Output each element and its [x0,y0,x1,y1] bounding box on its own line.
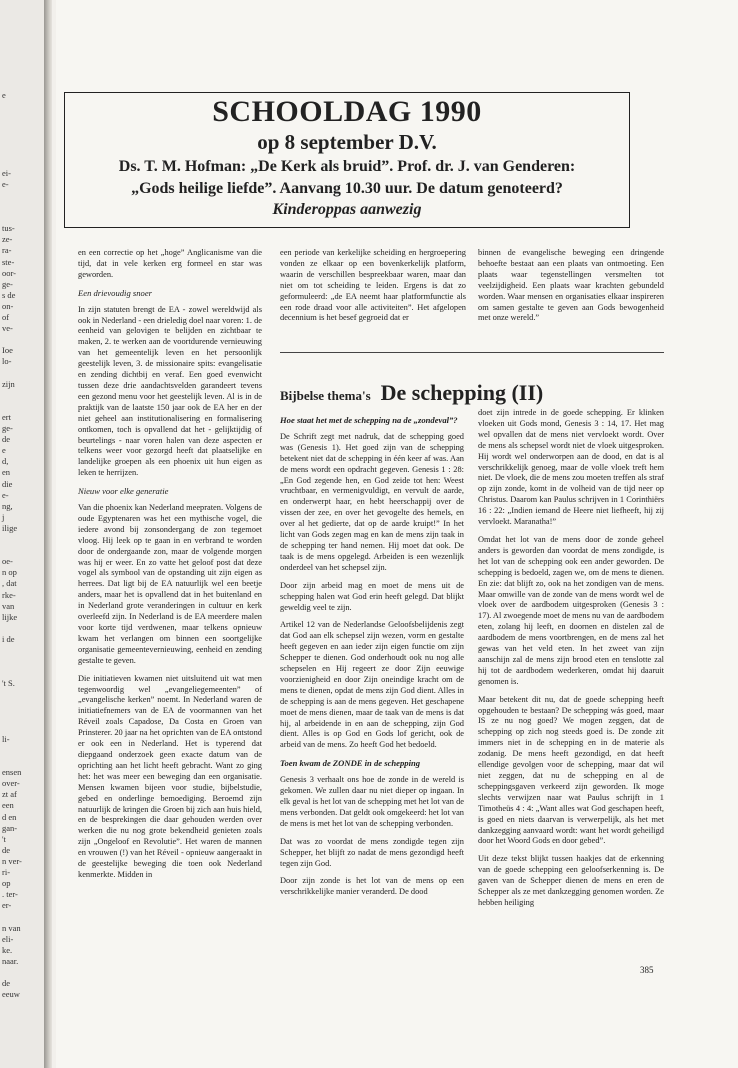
gutter-text-fragment: 't S. [2,678,15,689]
announcement-speakers-line-2: „Gods heilige liefde”. Aanvang 10.30 uur. De datum genoteerd? [131,180,563,197]
gutter-text-fragment: e- [2,178,9,189]
gutter-text-fragment: naar. [2,955,19,966]
gutter-text-fragment: eli- [2,933,14,944]
announcement-speakers-line-1: Ds. T. M. Hofman: „De Kerk als bruid”. Prof. dr. J. van Genderen: [118,158,576,175]
paragraph: Artikel 12 van de Nederlandse Geloofsbelijdenis zegt dat God aan elk schepsel zijn wezen, vorm en gestalte heeft gegeven en aan ieder zijn eigen functie om zijn Schepper te dienen. God onderhoudt ook nu nog alle schepselen en Hij regeert ze door Zijn eeuwige voorzienigheid en door Zijn oneindige kracht om de mens te dienen, opdat de mens zijn God dient. Alles in de schepping is aan de mens gegeven. Het geschapene moet de mens dienen, maar de taak van de mens is dat hij, al arbeidende in en aan de schepping, zijn God dient. Alles is op God en Gods lof gericht, ook de arbeid van de mens. Zo heeft God het bedoeld. [280,620,464,750]
section-divider [280,352,664,353]
article-column-3 [478,248,664,331]
gutter-text-fragment: zijn [2,378,15,389]
announcement-box [64,92,630,228]
previous-page-gutter [0,0,52,1068]
article-column-2 [280,248,466,331]
paragraph: Van die phoenix kan Nederland meepraten. Volgens de oude Egyptenaren was het een mythische vogel, die iedere avond bij zonsondergang de zon tegemoet vloog. Hij leek op te gaan in en verbrand te worden door de ondergaande zon, maar de volgende morgen was hij er weer. En zo vatte het geloof post dat deze vogel als symbool van de opstanding uit zijn eigen as herrees. Dat ligt bij de EA natuurlijk wel een beetje anders, maar het is opvallend dat in het buitenland en in Nederland grote veranderingen in cultuur en kerk overleefd zijn. In Nederland is de EA meerdere malen voor korte tijd verdwenen, maar telkens opnieuw kwam het verlangen om binnen een soortgelijke organisatie gemeentevernieuwing, eenheid en zending gestalte te geven. [78,503,262,665]
gutter-text-fragment: de [2,844,11,855]
gutter-text-fragment: ge- [2,278,13,289]
gutter-text-fragment: ng, [2,500,13,511]
gutter-text-fragment: Ioe [2,345,13,356]
gutter-text-fragment: eeuw [2,989,20,1000]
gutter-text-fragment: er- [2,900,12,911]
gutter-text-fragment: n van [2,922,21,933]
gutter-text-fragment: lijke [2,611,18,622]
gutter-text-fragment: de [2,434,11,445]
gutter-text-fragment: lo- [2,356,12,367]
gutter-text-fragment: on- [2,300,14,311]
gutter-text-fragment: op [2,878,11,889]
gutter-text-fragment: van [2,600,15,611]
section-title: De schepping (II) [380,380,544,405]
gutter-text-fragment: e [2,90,6,100]
gutter-text-fragment: ve- [2,323,13,334]
gutter-text-fragment: i de [2,633,15,644]
gutter-text-fragment: e- [2,489,9,500]
paragraph: Door zijn zonde is het lot van de mens op een verschrikkelijke manier veranderd. De dood [280,876,464,897]
paragraph: binnen de evangelische beweging een dringende behoefte bestaat aan een plaats van ontmoeting. Een plaats waar tegenstellingen versmelten tot veelzijdigheid. Een plaats waar krachten gebundeld worden. Waar mensen en organisaties elkaar inspireren om samen gestalte te geven aan Gods bewogenheid met onze wereld.” [478,248,664,323]
gutter-text-fragment: 't [2,833,6,844]
gutter-text-fragment: d en [2,811,17,822]
paragraph: Maar betekent dit nu, dat de goede schepping heeft opgehouden te bestaan? De schepping wás goed, maar IS ze nu nog goed? We mogen zeggen, dat de schepping op zich nog steeds goed is. De zonde zit immers niet in de schepping en in de materie als zodanig. De mens heeft gezondigd, en dat heeft ellendige gevolgen voor de schepping, maar dat wil niet zeggen, dat nu de schepping en al de scheppingsgaven verkeerd zijn geworden. Ik moge slechts verwijzen naar wat Paulus schrijft in 1 Timotheüs 4 : 4: „Want alles wat God geschapen heeft, is goed en niets daarvan is verwerpelijk, als het met dankzegging aanvaard wordt: want het wordt geheiligd door het Woord Gods en door gebed”. [478,694,664,846]
gutter-text-fragment: zt af [2,789,17,800]
gutter-text-fragment: gan- [2,822,18,833]
gutter-text-fragment: tus- [2,223,15,234]
gutter-text-fragment: ste- [2,256,15,267]
subheading: Toen kwam de ZONDE in de schepping [280,758,421,769]
gutter-text-fragment: ra- [2,245,12,256]
paragraph: Die initiatieven kwamen niet uitsluitend uit wat men tegenwoordig wel „evangeliegemeenten” of „evangelische kerken” noemt. In Nederland waren de initiatiefnemers van de EA de voormannen van het Réveil zoals Capadose, Da Costa en Groen van Prinsterer. 20 jaar na het oprichten van de EA ontstond er ook een in Nederland. Het is typerend dat diepgaand onderzoek geen exacte datum van de oprichting aan het licht heeft gebracht. Want zo ging het: het was meer een beweging dan een organisatie. Mensen kwamen bijeen voor studie, bijbelstudie, gebed en onderlinge bemoediging. Beroemd zijn natuurlijk de kringen die Groen bij zich aan huis hield, en de besprekingen die daar gehouden werden over werken die nu nog grote bekendheid genieten zoals zijn „Ongeloof en Revolutie”. Het waren de mannen en vrouwen (!) van het Réveil - opnieuw aangeraakt in de geestelijke beweging die toen ook Nederland kenmerkte. Midden in [78,673,262,879]
page-fold-shadow [44,0,52,1068]
paragraph: doet zijn intrede in de goede schepping. Er klinken vloeken uit Gods mond, Genesis 3 : 14, 17. Het mag wel opvallen dat de mens niet vervloekt wordt. Over de mens als schepsel wordt niet de vloek uitgesproken. Hij wordt wel onderworpen aan de dood, en dat is al verschrikkelijk genoeg, maar de volle vloek treft hem niet. De vloek, die de mens zou moeten treffen als straf op zijn zonde, komt in de volheid van de tijd neer op Christus. Daarom kan Paulus schrijven in 1 Corinthiërs 16 : 22: „Indien iemand de Heere niet liefheeft, hij zij vervloekt. Maranatha!” [478,408,664,527]
gutter-text-fragment: ze- [2,234,13,245]
paragraph: Dat was zo voordat de mens zondigde tegen zijn Schepper, het blijft zo nadat de mens gezondigd heeft tegen zijn God. [280,836,464,868]
gutter-text-fragment: de [2,978,11,988]
gutter-text-fragment: ei- [2,167,11,178]
gutter-text-fragment: li- [2,733,10,744]
announcement-date: op 8 september D.V. [257,130,437,154]
gutter-text-fragment: oe- [2,556,13,567]
gutter-text-fragment: ke. [2,944,13,955]
announcement-title: SCHOOLDAG 1990 [212,95,482,128]
paragraph: De Schrift zegt met nadruk, dat de schepping goed was (Genesis 1). Het goed zijn van de schepping betekent niet dat de schepping in één keer af was. Aan de mens wordt een opdracht gegeven. Genesis 1 : 28: „En God zegende hen, en God zeide tot hen: Weest vruchtbaar, en vermenigvuldigt, en vervult de aarde, en onderwerpt haar, en hebt heerschappij over de vissen der zee, en over het gevogelte des hemels, en over al het gedierte, dat op de aarde kruipt!” In het licht van Gods zegen mag en kan de mens zijn taak in de schepping ter hand nemen. Hij moet dat ook. De taak is de mens opgelegd. Arbeiden is een wezenlijk onderdeel van het schepsel zijn. [280,431,464,572]
gutter-text-fragment: s de [2,289,16,300]
paragraph: Uit deze tekst blijkt tussen haakjes dat de erkenning van de goede schepping een geloofserkenning is. De gaven van de Schepper dienen de mens en eren de Schepper als ze met dankzegging genomen worden. Ze hebben heiliging [478,854,664,907]
subheading: Hoe staat het met de schepping na de „zondeval”? [280,415,458,425]
section-kicker: Bijbelse thema's [280,388,371,403]
paragraph: Genesis 3 verhaalt ons hoe de zonde in de wereld is gekomen. We zullen daar nu niet dieper op ingaan. In elk geval is het lot van de schepping met het lot van de mens verbonden. Dat geldt ook omgekeerd: het lot van de mens is met het lot van de schepping verbonden. [280,775,464,828]
paragraph: In zijn statuten brengt de EA - zowel wereldwijd als ook in Nederland - een drieledig doel naar voren: 1. de eenheid van gelovigen te belijden en zichtbaar te maken, 2. te werken aan de voortdurende vernieuwing van het gemeentelijk leven en het persoonlijk geestelijk leven, 3. de missionaire spits: evangelisatie en zending dichtbij en veraf. Een goed evenwicht tussen deze drie aandachtsvelden garandeert tevens een gezond menu voor het geestelijk leven. Al is in de praktijk van de laatste 150 jaar ook de EA her en der niet geheel aan institutionalisering en formalisering ontkomen, toch is opvallend dat het - gelijktijdig of beurtelings - naar voren halen van deze aspecten er telkens weer voor gezorgd heeft dat plaatselijke en landelijke groepen als een phoenix uit hun eigen as leken te herrijzen. [78,304,262,478]
page-number: 385 [640,965,654,975]
gutter-text-fragment: e [2,445,6,456]
paragraph: een periode van kerkelijke scheiding en hergroepering vonden ze elkaar op een bovenkerkelijk platform, waarin de verschillen bespreekbaar waren, maar dan niet om tot scheiding te leiden. Ergens is dat zo geformuleerd: „de EA neemt haar platformfunctie als een rode draad voor alle activiteiten”. Het afgelopen decennium is het besef gegroeid dat er [280,248,466,323]
paragraph: en een correctie op het „hoge” Anglicanisme van die tijd, dat in vele kerken erg formeel en star was geworden. [78,248,262,279]
subheading: Een drievoudig snoer [78,287,152,298]
article-column-1 [78,248,262,888]
gutter-text-fragment: ri- [2,867,11,877]
gutter-text-fragment: d, [2,456,9,467]
gutter-text-fragment: over- [2,778,20,789]
gutter-text-fragment: rke- [2,589,16,600]
gutter-text-fragment: n ver- [2,855,22,866]
bible-theme-column-2 [478,408,664,916]
announcement-note: Kinderoppas aanwezig [272,201,422,218]
paragraph: Omdat het lot van de mens door de zonde geheel anders is geworden dan voordat de mens zondigde, is het lot van de schepping ook een ander geworden. De schepping is bedoeld, zagen we, om de mens te dienen. En zie: dat blijft zo, ook na het zondigen van de mens. Maar omwille van de zonde van de mens wordt wel de vloek over de aardbodem uitgesproken (Genesis 3 : 17). Al zwoegende moet de mens nu van de aardbodem eten, zolang hij leeft, en doornen en distelen zal de aardbodem de mens voortbrengen, en de mens zal het gewas van het veld eten. In het zweet van zijn aanschijn zal de mens zijn brood eten en tenslotte zal hij tot de aardbodem wederkeren, omdat hij daaruit genomen is. [478,534,664,686]
bible-theme-column-1 [280,408,464,905]
gutter-text-fragment: ensen [2,767,22,778]
gutter-text-fragment: , dat [2,578,17,589]
gutter-text-fragment: ge- [2,423,13,433]
gutter-text-fragment: en [2,467,11,478]
gutter-text-fragment: die [2,478,13,489]
gutter-text-fragment: j [2,511,5,522]
gutter-text-fragment: ilige [2,522,18,533]
paragraph: Door zijn arbeid mag en moet de mens uit de schepping halen wat God erin heeft gelegd. Dat blijkt geweldig veel te zijn. [280,580,464,612]
gutter-text-fragment: een [2,800,14,811]
gutter-text-fragment: . ter- [2,889,18,900]
gutter-text-fragment: of [2,312,10,322]
subheading: Nieuw voor elke generatie [78,486,169,497]
gutter-text-fragment: n op [2,567,17,578]
gutter-text-fragment: oor- [2,267,16,278]
section-heading [280,380,670,406]
gutter-text-fragment: ert [2,411,11,422]
